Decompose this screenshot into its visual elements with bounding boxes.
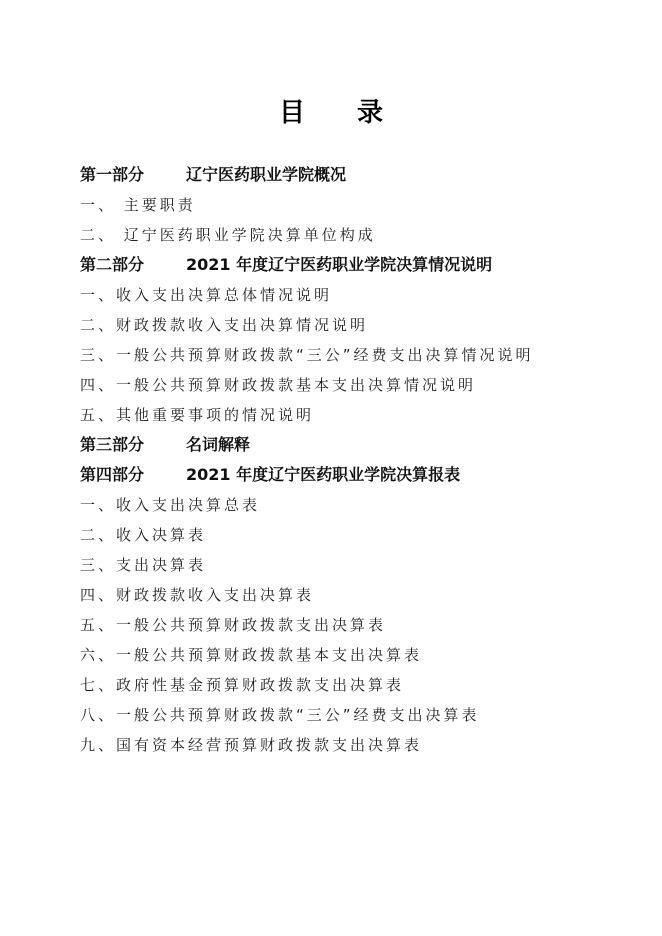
part-label: 第二部分 bbox=[80, 255, 145, 274]
toc-part-2[interactable] bbox=[80, 250, 620, 280]
toc-item[interactable]: 二、 辽宁医药职业学院决算单位构成 bbox=[80, 226, 376, 244]
part-label: 第四部分 bbox=[80, 465, 145, 484]
toc-item[interactable]: 六、一般公共预算财政拨款基本支出决算表 bbox=[80, 646, 423, 664]
part-title: 辽宁医药职业学院概况 bbox=[186, 165, 347, 184]
part-title: 名词解释 bbox=[186, 435, 251, 454]
toc-item[interactable]: 三、支出决算表 bbox=[80, 556, 207, 574]
part-label: 第三部分 bbox=[80, 435, 145, 454]
toc-part-1[interactable] bbox=[80, 160, 620, 190]
toc-item[interactable]: 五、其他重要事项的情况说明 bbox=[80, 406, 315, 424]
toc-item[interactable]: 五、一般公共预算财政拨款支出决算表 bbox=[80, 616, 387, 634]
toc-item[interactable]: 一、收入支出决算总表 bbox=[80, 496, 261, 514]
title-char-left: 目 bbox=[278, 98, 305, 128]
toc-part-3[interactable] bbox=[80, 430, 620, 460]
part-title: 2021 年度辽宁医药职业学院决算情况说明 bbox=[186, 255, 493, 274]
toc-item[interactable]: 三、一般公共预算财政拨款“三公”经费支出决算情况说明 bbox=[80, 346, 534, 364]
toc-part-4[interactable] bbox=[80, 460, 620, 490]
toc-item[interactable]: 四、一般公共预算财政拨款基本支出决算情况说明 bbox=[80, 376, 477, 394]
page-title bbox=[0, 92, 662, 129]
part-title: 2021 年度辽宁医药职业学院决算报表 bbox=[186, 465, 461, 484]
toc-item[interactable]: 七、政府性基金预算财政拨款支出决算表 bbox=[80, 676, 405, 694]
toc-item[interactable]: 四、财政拨款收入支出决算表 bbox=[80, 586, 315, 604]
toc-item[interactable]: 一、 主要职责 bbox=[80, 196, 196, 214]
part-label: 第一部分 bbox=[80, 165, 145, 184]
toc-item[interactable]: 二、收入决算表 bbox=[80, 526, 207, 544]
toc-item[interactable]: 一、收入支出决算总体情况说明 bbox=[80, 286, 333, 304]
table-of-contents bbox=[80, 160, 620, 760]
toc-item[interactable]: 九、国有资本经营预算财政拨款支出决算表 bbox=[80, 736, 423, 754]
title-char-right: 录 bbox=[357, 98, 384, 128]
toc-item[interactable]: 二、财政拨款收入支出决算情况说明 bbox=[80, 316, 369, 334]
toc-item[interactable]: 八、一般公共预算财政拨款“三公”经费支出决算表 bbox=[80, 706, 480, 724]
